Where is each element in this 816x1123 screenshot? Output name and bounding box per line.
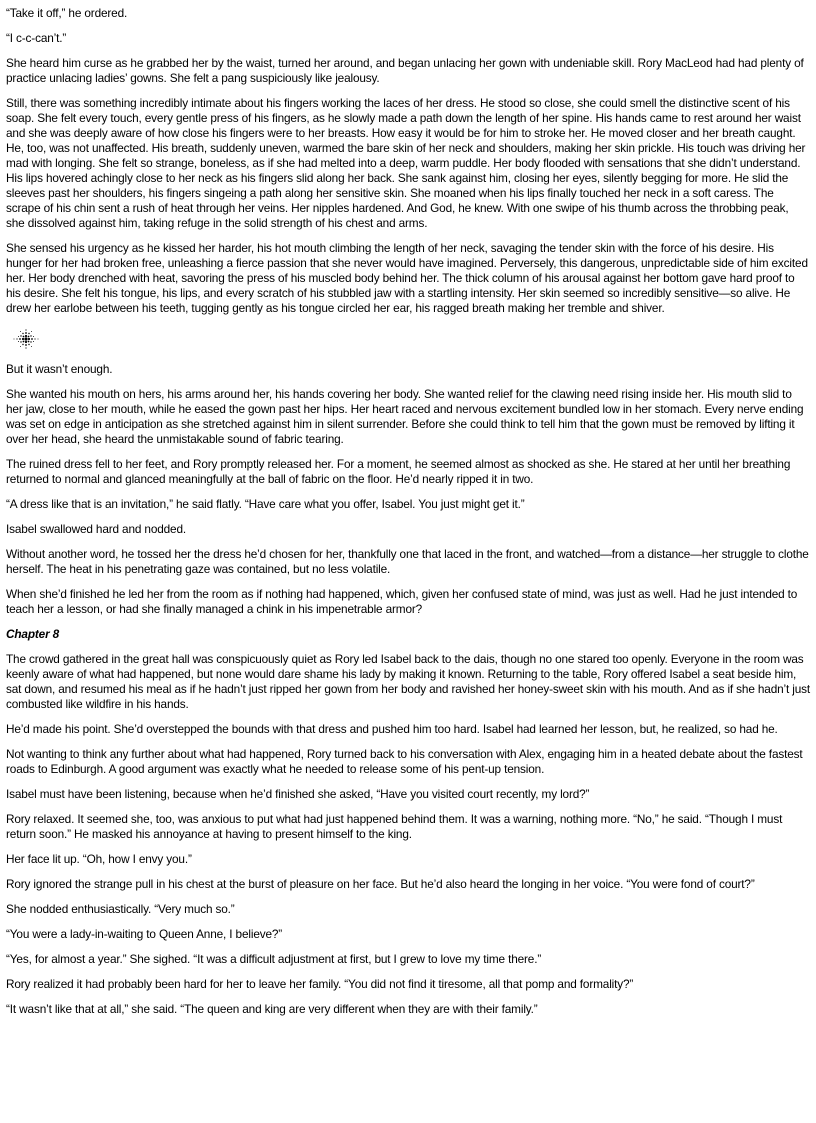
paragraph: The ruined dress fell to her feet, and Rory promptly released her. For a moment, he seemed almost as shocked as she. He stared at her until her breathing returned to normal and glanced meaningfully at the ball of fabric on the floor. He’d nearly ripped it in two. bbox=[6, 457, 791, 486]
chapter-heading: Chapter 8 bbox=[6, 627, 60, 641]
paragraph: Without another word, he tossed her the dress he’d chosen for her, thankfully one that laced in the front, and watched—from a distance—her struggle to clothe herself. The heat in his penetrating gaze was contained, but no less volatile. bbox=[6, 547, 809, 576]
paragraph: “You were a lady-in-waiting to Queen Anne, I believe?” bbox=[6, 927, 283, 941]
paragraph: She heard him curse as he grabbed her by the waist, turned her around, and began unlacing her gown with undeniable skill. Rory MacLeod had had plenty of practice unlacing ladies’ gowns. She felt a pang suspiciously like jealousy. bbox=[6, 56, 804, 85]
paragraph: Still, there was something incredibly intimate about his fingers working the laces of her dress. He stood so close, she could smell the distinctive scent of his soap. She felt every touch, every gentle press of his fingers, as he slowly made a path down the length of her spine. His hands came to rest around her waist and she was deeply aware of how close his fingers were to her breasts. How easy it would be for him to stroke her. He moved closer and her breath caught. He, too, was not unaffected. His breath, suddenly uneven, warmed the bare skin of her neck and shoulders, making her skin prickle. His touch was driving her mad with longing. She felt so strange, boneless, as if she had melted into a deep, warm puddle. Her body flooded with sensations that she didn’t understand. His lips hovered achingly close to her neck as his fingers slid along her back. She sank against him, closing her eyes, silently begging for more. He slid the sleeves past her shoulders, his fingers singeing a path along her sensitive skin. She moaned when his lips finally touched her neck in a soft caress. The scrape of his chin sent a rush of heat through her veins. Her nipples hardened. And God, he knew. With one swipe of his thumb across the throbbing peak, she dissolved against him, taking refuge in the solid strength of his chest and arms. bbox=[6, 96, 806, 230]
paragraph: Not wanting to think any further about what had happened, Rory turned back to his conversation with Alex, engaging him in a heated debate about the fastest roads to Edinburgh. A good argument was exactly what he needed to release some of his pent-up tension. bbox=[6, 747, 803, 776]
paragraph: The crowd gathered in the great hall was conspicuously quiet as Rory led Isabel back to the dais, though no one stared too openly. Everyone in the room was keenly aware of what had happened, but none would dare shame his lady by making it known. Returning to the table, Rory offered Isabel a seat beside him, sat down, and resumed his meal as if he hadn’t just ripped her gown from her body and ravished her honey-sweet skin with his mouth. And as if she hadn’t just combusted like wildfire in his hands. bbox=[6, 652, 811, 711]
paragraph: When she’d finished he led her from the room as if nothing had happened, which, given her confused state of mind, was just as well. Had he just intended to teach her a lesson, or had she finally managed a chink in his impenetrable armor? bbox=[6, 587, 798, 616]
paragraph: She wanted his mouth on hers, his arms around her, his hands covering her body. She wanted relief for the clawing need rising inside her. His mouth slid to her jaw, close to her mouth, while he eased the gown past her hips. Her heart raced and nervous excitement bundled low in her stomach. Every nerve ending was set on edge in anticipation as she stretched against him in silent surrender. Before she could think to tell him that the gown must be removed by lifting it over her head, she heard the unmistakable sound of fabric tearing. bbox=[6, 387, 804, 446]
paragraph: “It wasn’t like that at all,” she said. “The queen and king are very different when they are with their family.” bbox=[6, 1002, 538, 1016]
paragraph: Isabel must have been listening, because when he’d finished she asked, “Have you visited court recently, my lord?” bbox=[6, 787, 590, 801]
paragraph: “A dress like that is an invitation,” he said flatly. “Have care what you offer, Isabel. You just might get it.” bbox=[6, 497, 525, 511]
paragraph: Rory realized it had probably been hard for her to leave her family. “You did not find it tiresome, all that pomp and formality?” bbox=[6, 977, 634, 991]
paragraph: Rory ignored the strange pull in his chest at the burst of pleasure on her face. But he’d also heard the longing in her voice. “You were fond of court?” bbox=[6, 877, 755, 891]
paragraph: Her face lit up. “Oh, how I envy you.” bbox=[6, 852, 192, 866]
scene-break-ornament-icon bbox=[6, 326, 810, 352]
paragraph: “Yes, for almost a year.” She sighed. “It was a difficult adjustment at first, but I grew to love my time there.” bbox=[6, 952, 542, 966]
paragraph: “I c-c-can’t.” bbox=[6, 31, 67, 45]
paragraph: “Take it off,” he ordered. bbox=[6, 6, 128, 20]
paragraph: She nodded enthusiastically. “Very much so.” bbox=[6, 902, 235, 916]
paragraph: But it wasn’t enough. bbox=[6, 362, 113, 376]
paragraph: Rory relaxed. It seemed she, too, was anxious to put what had just happened behind them. It was a warning, nothing more. “No,” he said. “Though I must return soon.” He masked his annoyance at having to present himself to the king. bbox=[6, 812, 783, 841]
paragraph: She sensed his urgency as he kissed her harder, his hot mouth climbing the length of her neck, savaging the tender skin with the force of his desire. His hunger for her had broken free, unleashing a fierce passion that she never would have imagined. Perversely, this dangerous, unpredictable side of him excited her. Her body drenched with heat, savoring the press of his muscled body behind her. The thick column of his arousal against her bottom gave hard proof to his desire. She felt his tongue, his lips, and every scratch of his stubbled jaw with a startling intensity. Her skin seemed so incredibly sensitive—so alive. He drew her earlobe between his teeth, tugging gently as his tongue circled her ear, his ragged breath making her tremble and shiver. bbox=[6, 241, 808, 315]
paragraph: Isabel swallowed hard and nodded. bbox=[6, 522, 186, 536]
paragraph: He’d made his point. She’d overstepped the bounds with that dress and pushed him too hard. Isabel had learned her lesson, but, he realized, so had he. bbox=[6, 722, 778, 736]
